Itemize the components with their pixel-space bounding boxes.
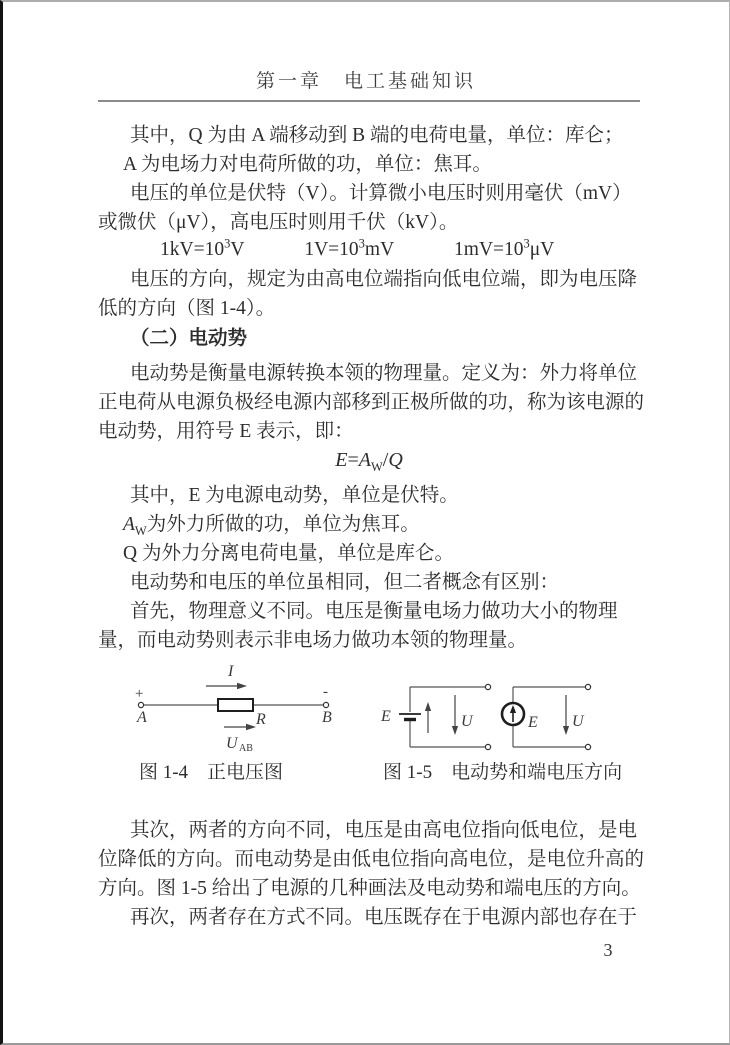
body-line-13: 其中，E 为电源电动势，单位是伏特。 — [130, 485, 459, 506]
formula-base: 1mV=10 — [454, 239, 524, 260]
paragraph-block-g — [98, 816, 658, 932]
paragraph-block-c — [98, 359, 658, 446]
emf-var-q: Q — [388, 449, 403, 471]
emf-label-left: E — [381, 708, 391, 725]
terminal-b — [323, 702, 328, 707]
page-number: 3 — [603, 940, 613, 960]
body-line-3: 电压的单位是伏特（V）。计算微小电压时则用毫伏（mV） — [130, 183, 632, 204]
voltage-label-left: U — [461, 713, 473, 730]
formula-base: 1V=10 — [304, 239, 359, 260]
emf-var-e: E — [335, 449, 348, 471]
formula-exponent: 3 — [358, 236, 365, 251]
body-line-1: 其中，Q 为由 A 端移动到 B 端的电荷电量，单位：库仑； — [130, 125, 624, 146]
body-line-18: 量，而电动势则表示非电场力做功本领的物理量。 — [98, 630, 528, 651]
voltage-arrowhead — [452, 726, 458, 735]
body-line-22: 再次，两者存在方式不同。电压既存在于电源内部也存在于 — [130, 907, 638, 928]
uab-label: U — [226, 735, 238, 752]
emf-label-right: E — [528, 714, 538, 731]
minus-label: - — [323, 684, 328, 700]
body-line-16: 电动势和电压的单位虽相同，但二者概念有区别： — [130, 572, 560, 593]
aw-text: 为外力所做的功，单位为焦耳。 — [146, 514, 420, 535]
node-a-label: A — [137, 709, 147, 726]
figure-1-5-circuit — [376, 660, 606, 755]
current-arrowhead — [237, 683, 247, 689]
emf-subscript: W — [370, 460, 383, 474]
node-b-label: B — [322, 709, 332, 726]
resistor-symbol — [218, 699, 253, 711]
paragraph-block-d — [98, 481, 658, 597]
body-line-6: 电压的方向，规定为由高电位端指向低电位端，即为电压降 — [130, 269, 638, 290]
aw-var: A — [123, 514, 135, 535]
voltage-arrowhead — [246, 724, 256, 730]
current-label: I — [228, 663, 234, 680]
body-line-9: 电动势是衡量电源转换本领的物理量。定义为：外力将单位 — [130, 363, 638, 384]
paragraph-block-b — [98, 265, 658, 323]
figure-1-5-caption: 图 1-5 电动势和端电压方向 — [383, 762, 623, 783]
unit-formula-row — [98, 235, 658, 264]
formula-exponent: 3 — [523, 236, 530, 251]
formula-unit: V — [230, 239, 245, 260]
body-line-21: 方向。图 1-5 给出了电源的几种画法及电动势和端电压的方向。 — [98, 878, 641, 899]
body-line-19: 其次，两者的方向不同，电压是由高电位指向低电位，是电 — [130, 820, 638, 841]
formula-exponent: 3 — [224, 236, 231, 251]
chapter-header: 第一章 电工基础知识 — [255, 71, 476, 92]
body-line-20: 位降低的方向。而电动势是由低电位指向高电位，是电位升高的 — [98, 849, 645, 870]
formula-unit: μV — [529, 239, 555, 260]
figure-1-4-circuit — [118, 660, 348, 755]
body-line-7: 低的方向（图 1-4）。 — [98, 298, 276, 319]
body-line-11: 电动势，用符号 E 表示，即： — [98, 421, 354, 442]
body-line-10: 正电荷从电源负极经电源内部移到正极所做的功，称为该电源的 — [98, 392, 645, 413]
voltage-label-right: U — [572, 713, 584, 730]
terminal — [585, 684, 590, 689]
uab-subscript: AB — [239, 743, 253, 754]
body-line-4: 或微伏（μV），高电压时则用千伏（kV）。 — [98, 212, 459, 233]
terminal — [585, 744, 590, 749]
voltage-arrowhead — [563, 726, 569, 735]
body-line-15: Q 为外力分离电荷电量，单位是库仑。 — [123, 543, 454, 564]
emf-formula — [98, 446, 640, 475]
emf-equals: = — [347, 449, 359, 471]
body-line-14 — [98, 510, 658, 539]
emf-arrowhead — [425, 702, 431, 711]
terminal — [485, 744, 490, 749]
header-rule — [98, 100, 640, 102]
formula-unit: mV — [364, 239, 395, 260]
body-line-2: A 为电场力对电荷所做的功，单位：焦耳。 — [123, 154, 492, 175]
section-heading-block — [98, 324, 658, 353]
emf-var-a: A — [358, 449, 371, 471]
section-heading: （二）电动势 — [130, 327, 248, 349]
unit-formula-kv — [160, 235, 244, 264]
terminal-a — [138, 702, 143, 707]
plus-label: + — [135, 686, 144, 702]
resistor-label: R — [256, 711, 266, 728]
body-line-17: 首先，物理意义不同。电压是衡量电场力做功大小的物理 — [130, 601, 618, 622]
paragraph-block-e — [98, 597, 658, 655]
emf-slash: / — [382, 449, 389, 471]
terminal — [485, 684, 490, 689]
formula-base: 1kV=10 — [160, 239, 225, 260]
unit-formula-mv — [454, 235, 554, 264]
aw-subscript: W — [134, 523, 147, 538]
unit-formula-v — [304, 235, 394, 264]
paragraph-block-a — [98, 121, 658, 237]
figure-1-4-caption: 图 1-4 正电压图 — [138, 762, 284, 783]
